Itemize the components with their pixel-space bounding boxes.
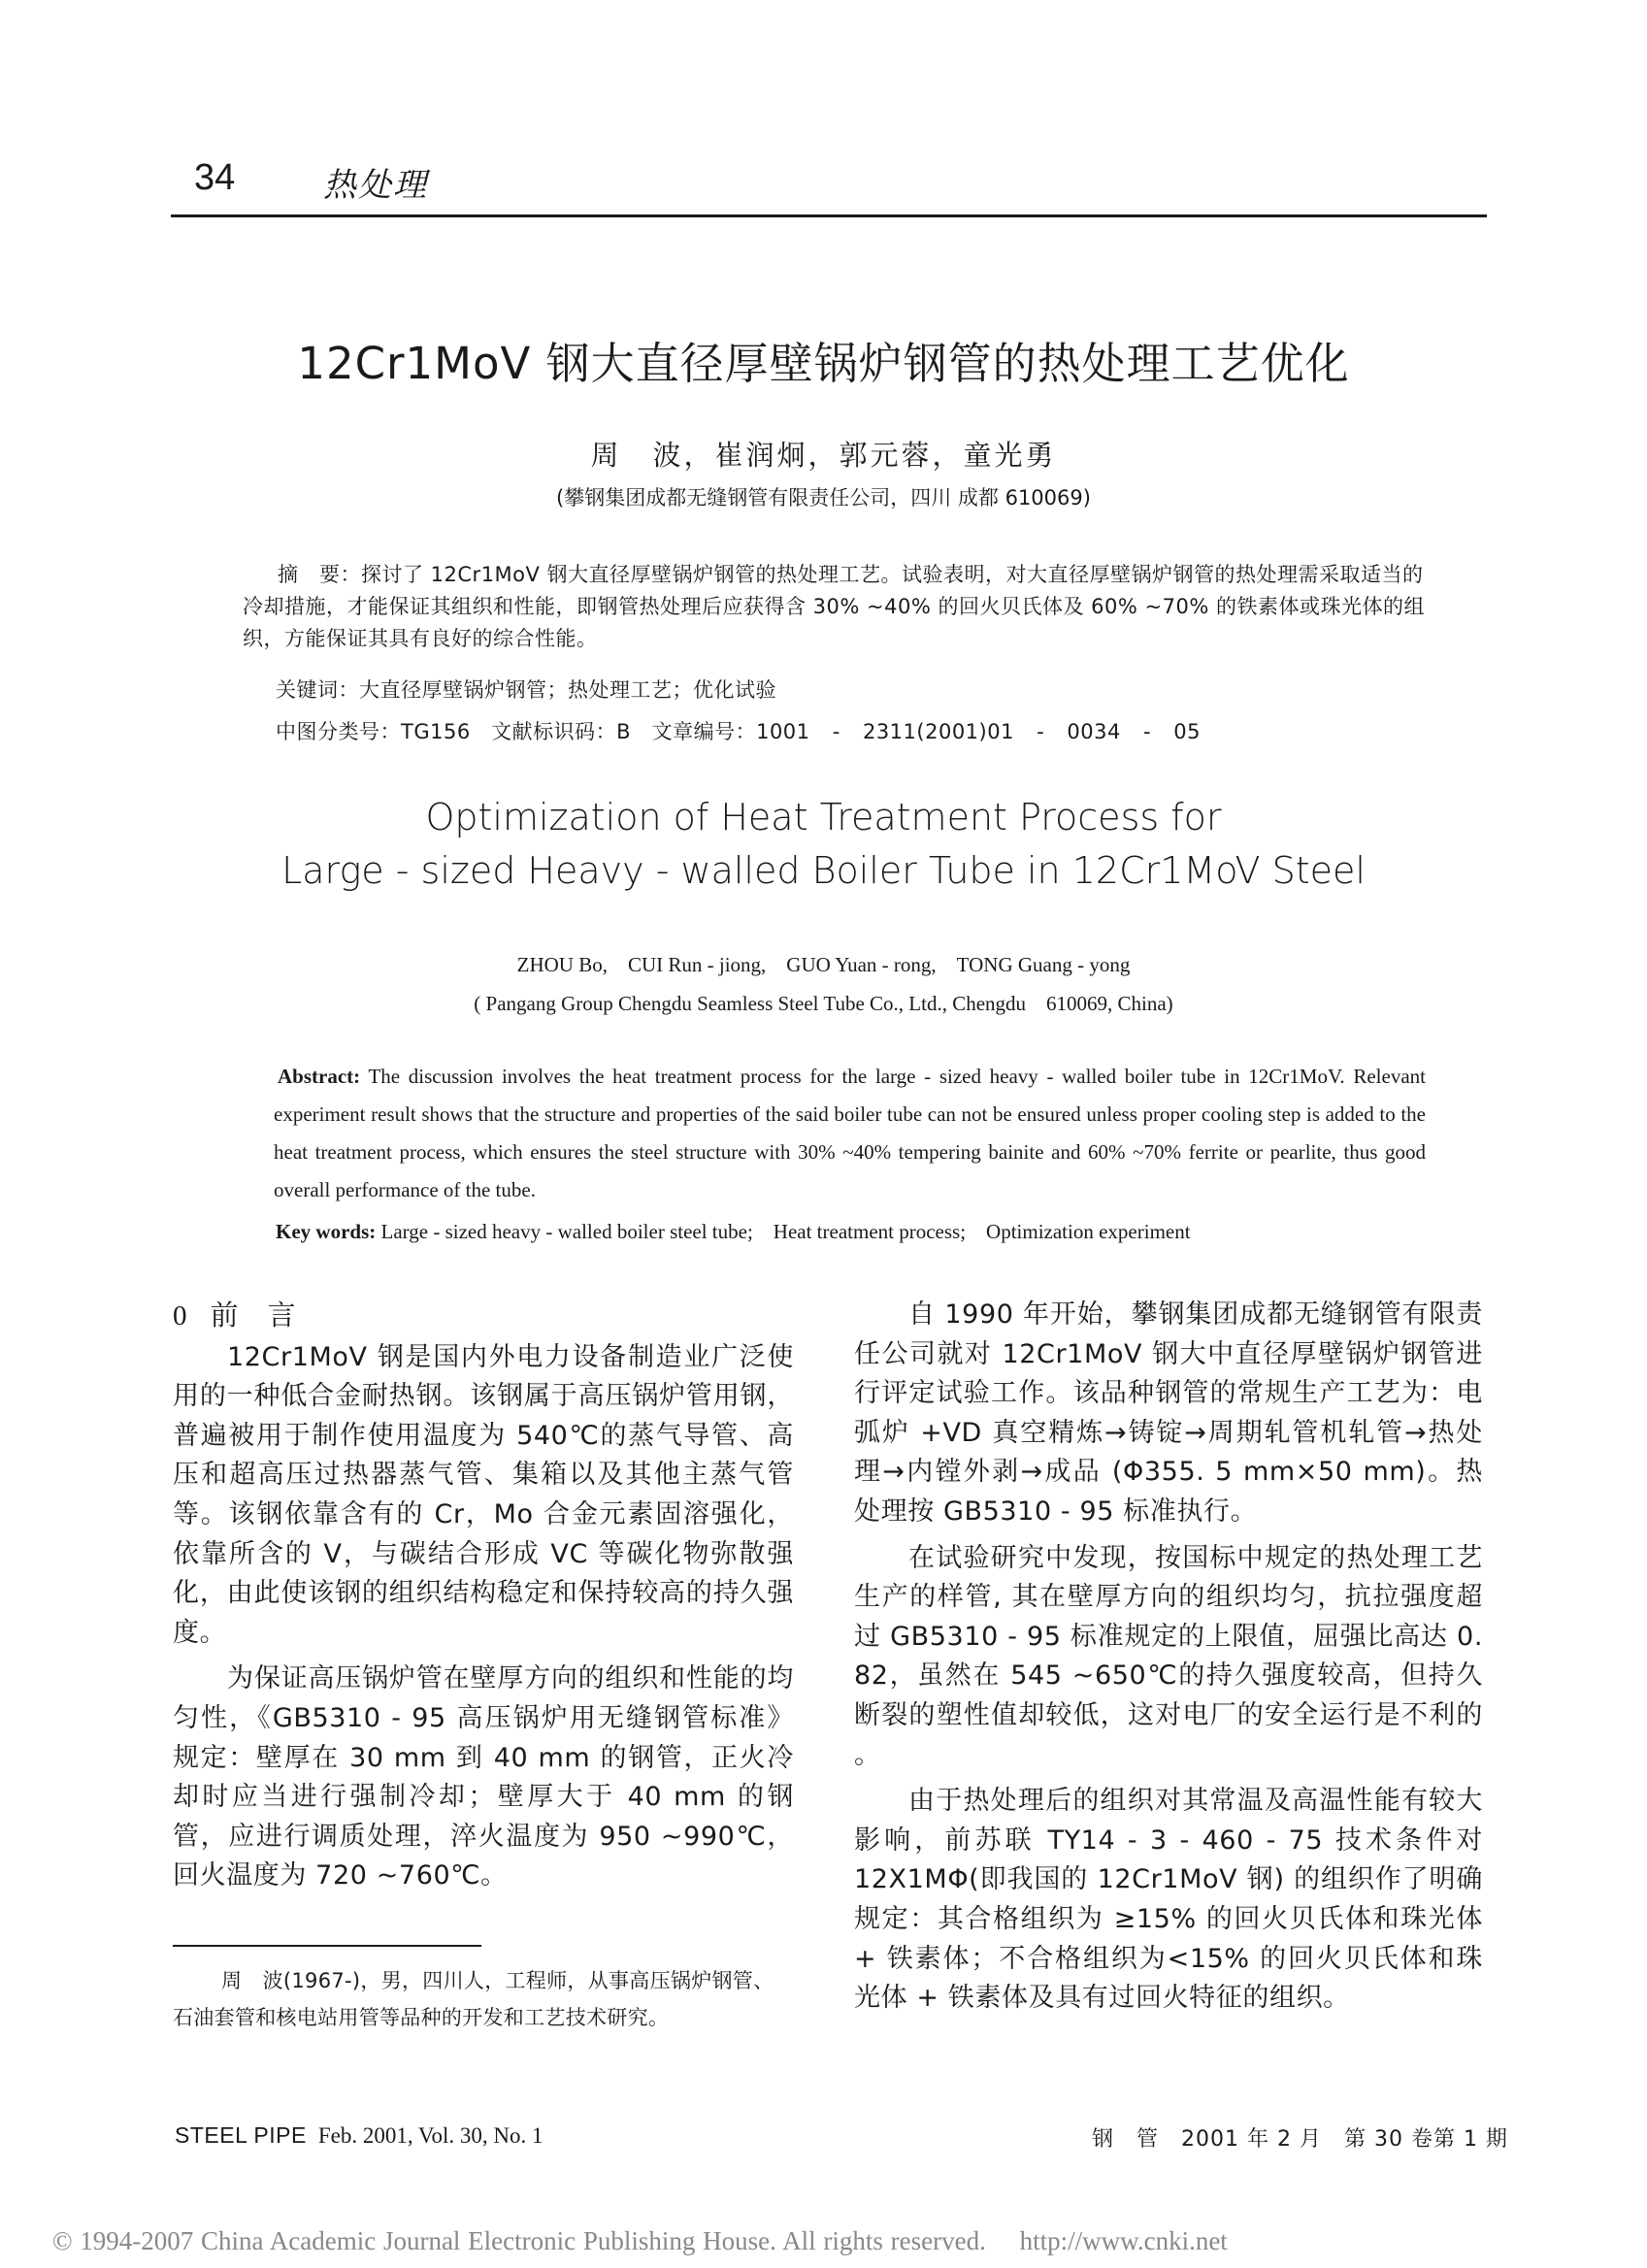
abstract-cn: 摘 要：探讨了 12Cr1MoV 钢大直径厚壁锅炉钢管的热处理工艺。试验表明，对大直径厚壁锅炉钢管的热处理需采取适当的冷却措施，才能保证其组织和性能，即钢管热处理后应获得含 30% ~40% 的回火贝氏体及 60% ~70% 的铁素体或珠光体的组织，方能保证其具有良好的综合性能。	[243, 563, 1425, 650]
keywords-cn: 关键词：大直径厚壁锅炉钢管；热处理工艺；优化试验	[276, 678, 776, 702]
paper-title-en-line1: Optimization of Heat Treatment Process for	[425, 796, 1222, 838]
paper-title-cn: 12Cr1MoV 钢大直径厚壁锅炉钢管的热处理工艺优化	[297, 338, 1350, 389]
keywords-en-label: Key words:	[276, 1220, 377, 1243]
body-paragraph: 为保证高压锅炉管在壁厚方向的组织和性能的均匀性，《GB5310 - 95 高压锅炉用无缝钢管标准》规定：壁厚在 30 mm 到 40 mm 的钢管，正火冷却时应当进行强制冷却；壁厚大于 40 mm 的钢管，应进行调质处理，淬火温度为 950 ~990℃，回火温度为 720 ~760℃。	[173, 1663, 794, 1891]
body-paragraph: 由于热处理后的组织对其常温及高温性能有较大影响，前苏联 TY14 - 3 - 460 - 75 技术条件对 12X1MΦ(即我国的 12Cr1MoV 钢) 的组织作了明确规定：其合格组织为 ≥15% 的回火贝氏体和珠光体 + 铁素体；不合格组织为<15% 的回火贝氏体和珠光体 + 铁素体及具有过回火特征的组织。	[854, 1786, 1483, 2014]
author-footnote: 周 波(1967-)，男，四川人，工程师，从事高压锅炉钢管、石油套管和核电站用管等品种的开发和工艺技术研究。	[173, 1969, 774, 2029]
header-rule	[171, 214, 1487, 217]
body-paragraph: 在试验研究中发现，按国标中规定的热处理工艺生产的样管, 其在壁厚方向的组织均匀，抗拉强度超过 GB5310 - 95 标准规定的上限值，屈强比高达 0. 82，虽然在 545 ~650℃的持久强度较高，但持久断裂的塑性值却较低，这对电厂的安全运行是不利的 。	[854, 1542, 1483, 1770]
section-number: 0	[173, 1300, 189, 1331]
copyright-notice: © 1994-2007 China Academic Journal Electronic Publishing House. All rights reserved. http://www.cnki.net	[52, 2226, 1228, 2255]
footer-issue-cn: 钢 管 2001 年 2 月 第 30 卷第 1 期	[1092, 2127, 1508, 2152]
authors-cn: 周 波，崔润炯，郭元蓉，童光勇	[590, 439, 1057, 472]
abstract-en-label: Abstract:	[278, 1065, 361, 1088]
affiliation-en: ( Pangang Group Chengdu Seamless Steel Tube Co., Ltd., Chengdu 610069, China)	[474, 992, 1173, 1015]
body-left-column	[173, 1296, 794, 1903]
footer-journal-en	[175, 2122, 544, 2149]
journal-section-title: 热处理	[323, 166, 428, 205]
footer-journal-name: STEEL PIPE	[175, 2122, 307, 2148]
body-right-column	[854, 1296, 1483, 2025]
section-title-a: 前	[210, 1298, 241, 1331]
footer-issue-en: Feb. 2001, Vol. 30, No. 1	[317, 2123, 544, 2148]
affiliation-cn: (攀钢集团成都无缝钢管有限责任公司，四川 成都 610069)	[556, 486, 1091, 509]
body-paragraph: 自 1990 年开始，攀钢集团成都无缝钢管有限责任公司就对 12Cr1MoV 钢大中直径厚壁锅炉钢管进行评定试验工作。该品种钢管的常规生产工艺为：电弧炉 +VD 真空精炼→铸锭→周期轧管机轧管→热处理→内镗外剥→成品 (Φ355. 5 mm×50 mm)。热处理按 GB5310 - 95 标准执行。	[854, 1299, 1483, 1527]
authors-en: ZHOU Bo, CUI Run - jiong, GUO Yuan - rong, TONG Guang - yong	[516, 953, 1131, 976]
body-paragraph: 12Cr1MoV 钢是国内外电力设备制造业广泛使用的一种低合金耐热钢。该钢属于高压锅炉管用钢，普遍被用于制作使用温度为 540℃的蒸气导管、高压和超高压过热器蒸气管、集箱以及其他主蒸气管等。该钢依靠含有的 Cr，Mo 合金元素固溶强化，依靠所含的 V，与碳结合形成 VC 等碳化物弥散强化，由此使该钢的组织结构稳定和保持较高的持久强度。	[173, 1341, 794, 1648]
keywords-en-text: Large - sized heavy - walled boiler steel tube; Heat treatment process; Optimization experiment	[376, 1220, 1191, 1243]
paper-title-en-line2: Large - sized Heavy - walled Boiler Tube in 12Cr1MoV Steel	[281, 849, 1366, 892]
keywords-en	[276, 1213, 1428, 1251]
abstract-en	[274, 1058, 1426, 1209]
section-title-b: 言	[267, 1298, 298, 1331]
classification-cn: 中图分类号：TG156 文献标识码：B 文章编号：1001 - 2311(2001)01 - 0034 - 05	[276, 720, 1201, 743]
abstract-en-text: The discussion involves the heat treatment process for the large - sized heavy - walled boiler tube in 12Cr1MoV. Relevant experiment result shows that the structure and properties of the said boiler tube can not be ensured unless proper cooling step is added to the heat treatment process, which ensures the steel structure with 30% ~40% tempering bainite and 60% ~70% ferrite or pearlite, thus good overall performance of the tube.	[274, 1065, 1426, 1201]
section-heading	[173, 1296, 794, 1336]
footnote-rule	[173, 1945, 481, 1947]
page-number: 34	[194, 157, 236, 198]
